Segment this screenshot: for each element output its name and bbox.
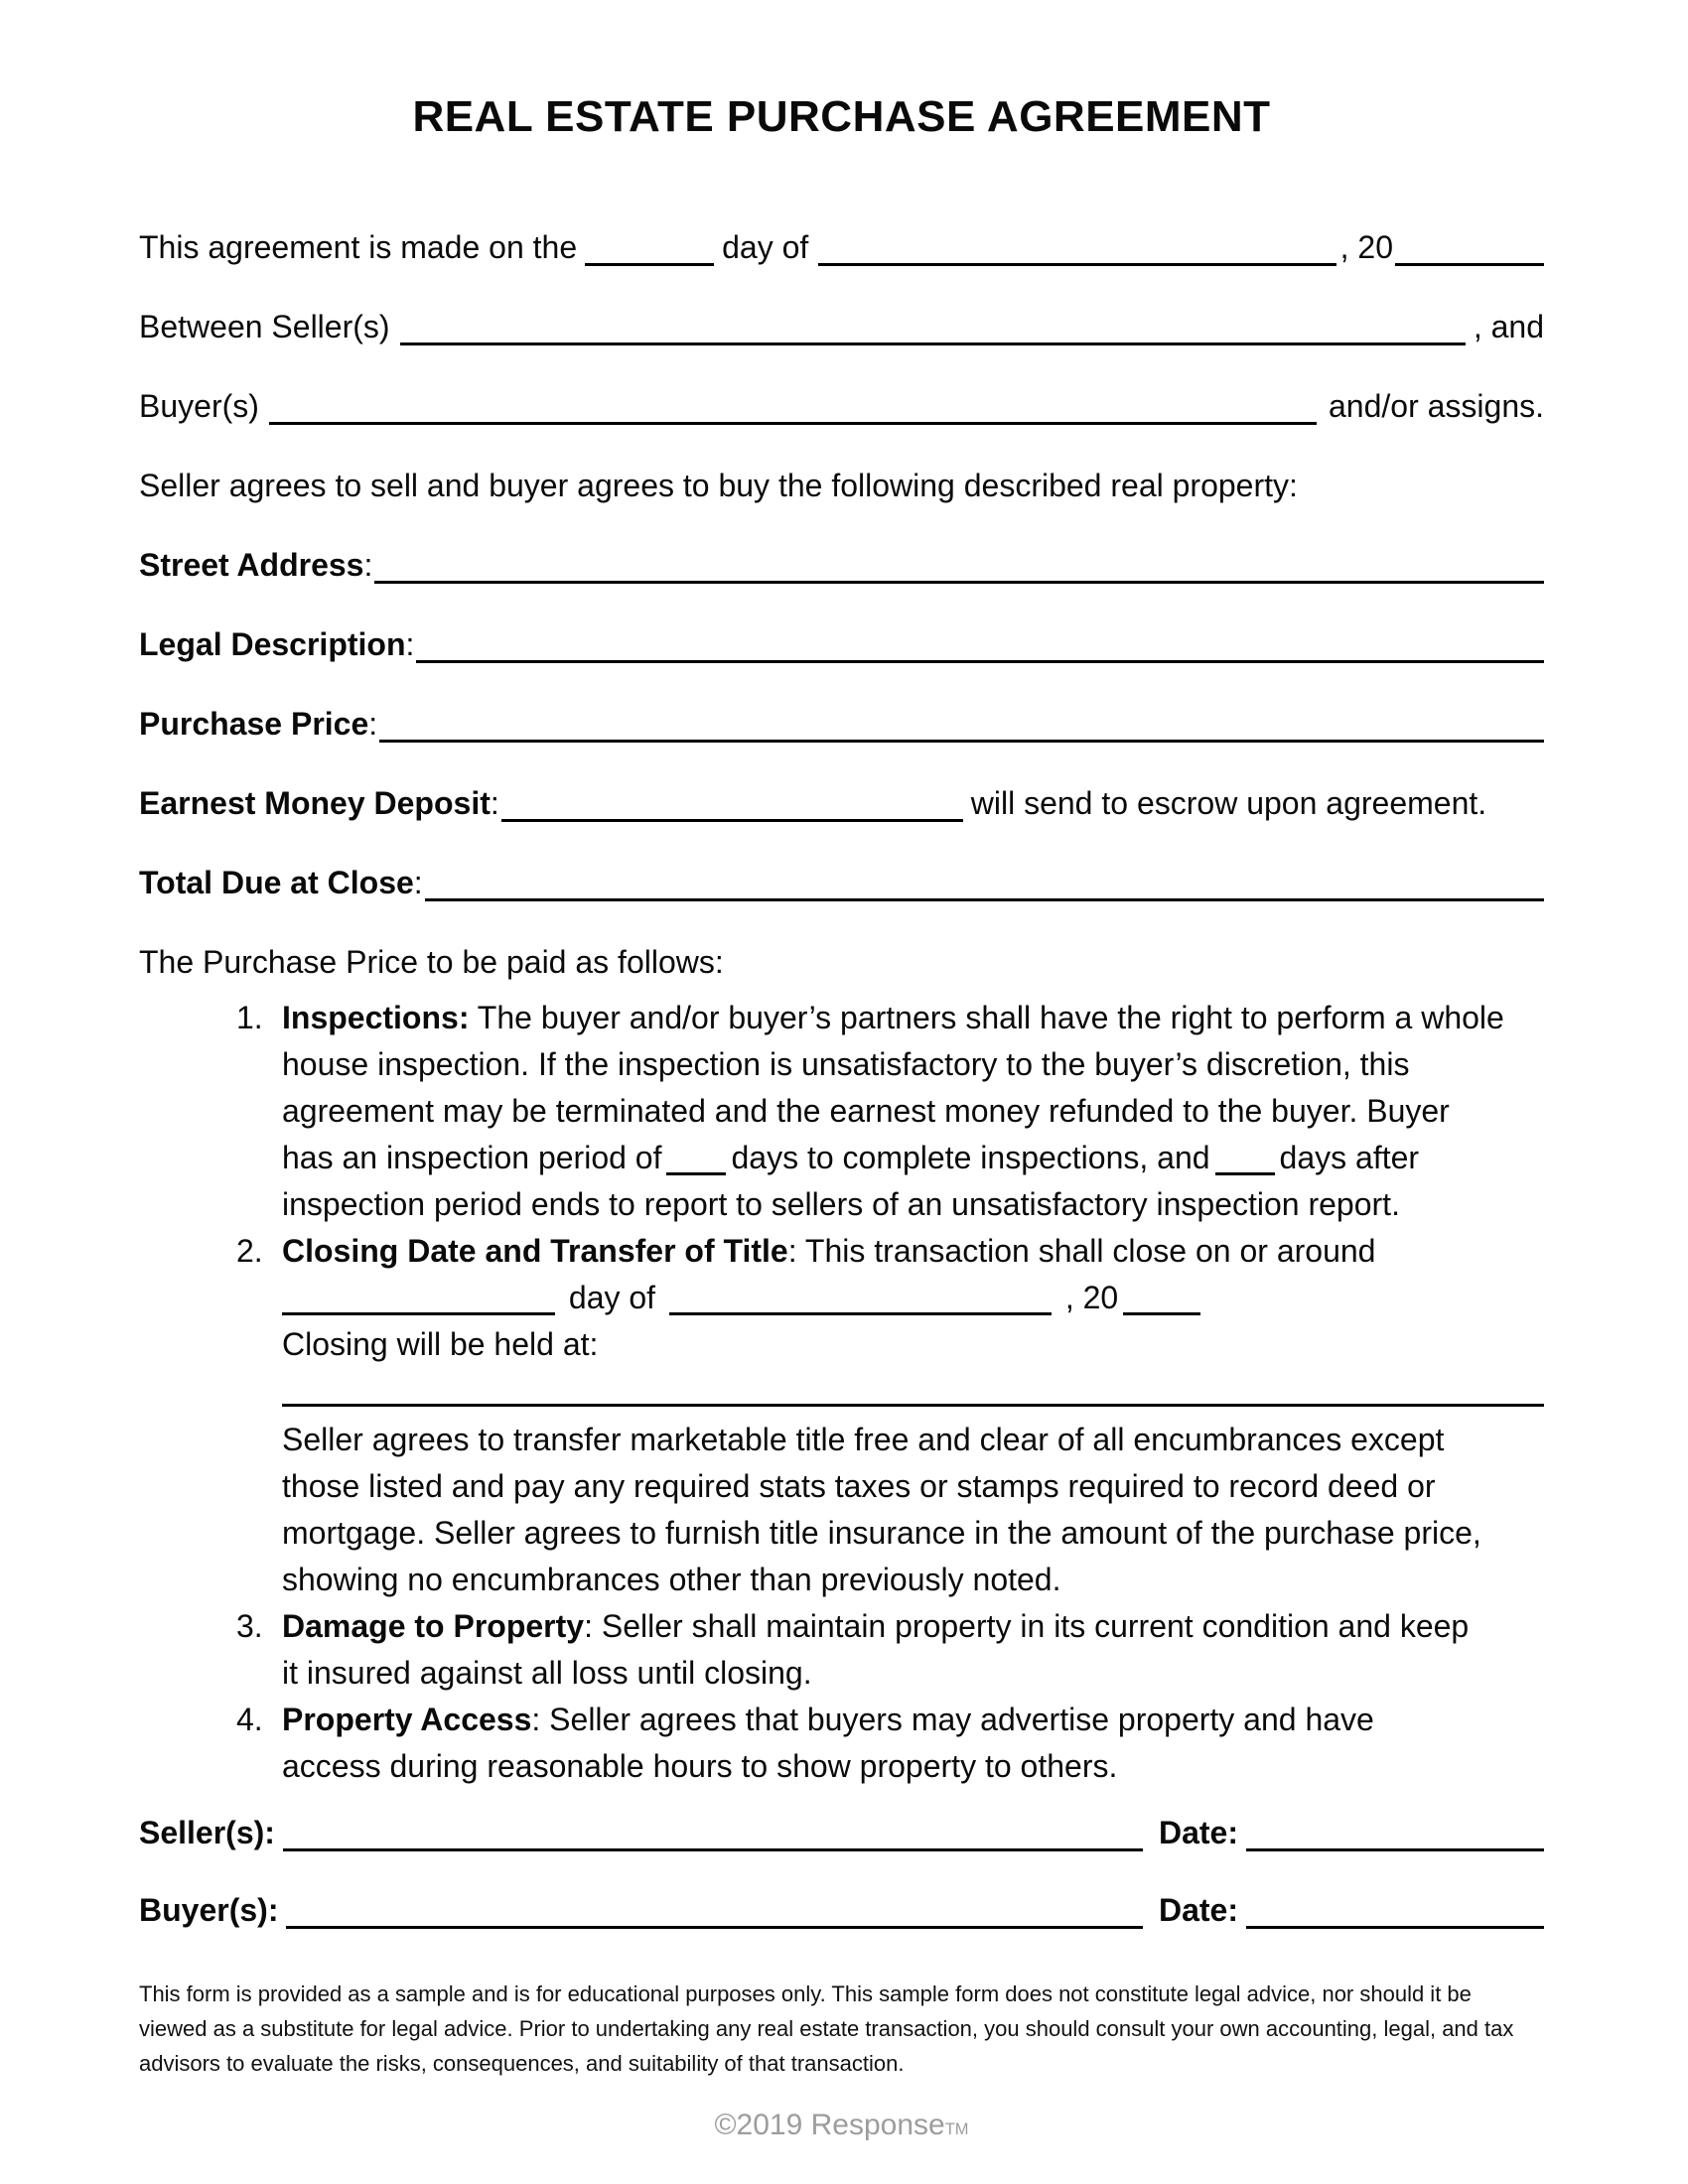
list-item-body xyxy=(282,1697,1544,1790)
day-of-text: day of xyxy=(722,229,809,265)
street-address-row xyxy=(139,544,1544,584)
access-heading: Property Access xyxy=(282,1702,532,1737)
list-item-number: 1. xyxy=(236,1000,263,1035)
between-sellers-text: Between Seller(s) xyxy=(139,309,390,344)
street-address-label: Street Address xyxy=(139,547,364,583)
disclaimer-line-1: This form is provided as a sample and is for educational purposes only. This sample form does not constitute legal advice, nor should it be xyxy=(139,1981,1472,2006)
access-line-1 xyxy=(282,1697,1544,1743)
closing-line-1 xyxy=(282,1228,1544,1275)
buyer-date-label: Date: xyxy=(1158,1892,1238,1928)
legal-description-blank xyxy=(416,657,1544,663)
damage-text: : Seller shall maintain property in its current condition and keep xyxy=(584,1608,1470,1644)
list-item-access xyxy=(236,1697,1544,1790)
agrees-to-sell-row xyxy=(139,465,1544,504)
inspections-line-5: inspection period ends to report to sellers of an unsatisfactory inspection report. xyxy=(282,1186,1400,1222)
buyers-text: Buyer(s) xyxy=(139,388,259,424)
agrees-to-sell-text: Seller agrees to sell and buyer agrees to buy the following described real property: xyxy=(139,468,1298,503)
seller-date-label: Date: xyxy=(1158,1815,1238,1850)
closing-comma-20-text: , 20 xyxy=(1064,1280,1119,1315)
day-number-blank xyxy=(585,260,714,266)
inspections-days-line xyxy=(282,1135,1544,1181)
colon-text: : xyxy=(363,547,373,583)
closing-date-line xyxy=(282,1275,1544,1321)
inspections-heading: Inspections: xyxy=(282,1000,470,1035)
escrow-text: will send to escrow upon agreement. xyxy=(970,785,1487,821)
copyright-text: ©2019 Response xyxy=(714,2109,945,2141)
comma-and-text: , and xyxy=(1473,309,1544,344)
inspections-line-2: house inspection. If the inspection is unsatisfactory to the buyer’s discretion, this xyxy=(282,1046,1410,1082)
copyright-footer xyxy=(139,2109,1544,2142)
list-item-number: 4. xyxy=(236,1702,263,1737)
paid-as-follows-row xyxy=(139,941,1544,981)
colon-text: : xyxy=(368,706,378,742)
colon-text: : xyxy=(405,626,415,662)
legal-description-row xyxy=(139,623,1544,663)
title-transfer-line-4: showing no encumbrances other than previously noted. xyxy=(282,1562,1061,1597)
title-transfer-line-3: mortgage. Seller agrees to furnish title insurance in the amount of the purchase price, xyxy=(282,1515,1481,1551)
terms-list xyxy=(236,995,1544,1790)
inspections-line-3: agreement may be terminated and the earnest money refunded to the buyer. Buyer xyxy=(282,1093,1450,1129)
total-due-blank xyxy=(425,895,1544,901)
total-due-row xyxy=(139,862,1544,901)
closing-day-of-text: day of xyxy=(568,1280,656,1315)
list-item-body xyxy=(282,1603,1544,1697)
access-text: : Seller agrees that buyers may advertise property and have xyxy=(531,1702,1374,1737)
list-item-number: 2. xyxy=(236,1233,263,1269)
damage-line-2: it insured against all loss until closing. xyxy=(282,1655,812,1691)
seller-name-blank xyxy=(400,340,1466,345)
made-on-text: This agreement is made on the xyxy=(139,229,578,265)
inspection-days-blank xyxy=(666,1172,726,1175)
seller-signature-label: Seller(s): xyxy=(139,1815,275,1850)
seller-date-blank xyxy=(1246,1845,1544,1851)
list-item-body xyxy=(282,1228,1544,1603)
disclaimer-line-2: viewed as a substitute for legal advice. Prior to undertaking any real estate transaction, you should consult your own accounting, legal, and tax xyxy=(139,2016,1514,2041)
inspections-line-1 xyxy=(282,995,1544,1041)
buyer-name-row xyxy=(139,385,1544,425)
document-title: REAL ESTATE PURCHASE AGREEMENT xyxy=(412,92,1271,141)
buyer-signature-blank xyxy=(286,1923,1143,1929)
closing-held-at-line: Closing will be held at: xyxy=(282,1326,599,1362)
damage-heading: Damage to Property xyxy=(282,1608,585,1644)
access-line-2: access during reasonable hours to show property to others. xyxy=(282,1748,1118,1784)
earnest-money-label: Earnest Money Deposit xyxy=(139,785,491,821)
inspections-text: The buyer and/or buyer’s partners shall have the right to perform a whole xyxy=(477,1000,1504,1035)
earnest-money-blank xyxy=(501,816,963,822)
list-item-body xyxy=(282,995,1544,1228)
buyer-date-blank xyxy=(1246,1923,1544,1929)
purchase-price-row xyxy=(139,703,1544,743)
year-blank xyxy=(1395,260,1544,266)
total-due-label: Total Due at Close xyxy=(139,865,414,900)
agreement-date-row xyxy=(139,226,1544,266)
closing-day-blank xyxy=(282,1312,555,1315)
buyer-name-blank xyxy=(269,419,1317,425)
earnest-money-row xyxy=(139,782,1544,822)
legal-description-label: Legal Description xyxy=(139,626,406,662)
list-item-number: 3. xyxy=(236,1608,263,1644)
title-transfer-line-1: Seller agrees to transfer marketable title free and clear of all encumbrances except xyxy=(282,1422,1445,1457)
buyer-signature-row xyxy=(139,1883,1544,1929)
closing-month-blank xyxy=(669,1312,1052,1315)
seller-name-row xyxy=(139,306,1544,345)
assigns-text: and/or assigns. xyxy=(1328,388,1544,424)
comma-20-text: , 20 xyxy=(1339,229,1393,265)
list-item-damage xyxy=(236,1603,1544,1697)
closing-location-blank xyxy=(282,1376,1544,1407)
month-blank xyxy=(818,260,1336,266)
days-after-text: days after xyxy=(1279,1140,1420,1175)
inspection-period-text: has an inspection period of xyxy=(282,1140,662,1175)
purchase-price-label: Purchase Price xyxy=(139,706,369,742)
buyer-signature-label: Buyer(s): xyxy=(139,1892,279,1928)
closing-heading: Closing Date and Transfer of Title xyxy=(282,1233,788,1269)
colon-text: : xyxy=(490,785,499,821)
list-item-inspections xyxy=(236,995,1544,1228)
paid-as-follows-text: The Purchase Price to be paid as follows: xyxy=(139,944,724,980)
colon-text: : xyxy=(413,865,423,900)
complete-inspections-text: days to complete inspections, and xyxy=(731,1140,1210,1175)
purchase-price-blank xyxy=(379,737,1544,743)
report-days-blank xyxy=(1215,1172,1275,1175)
closing-text: : This transaction shall close on or around xyxy=(787,1233,1376,1269)
legal-disclaimer xyxy=(139,1977,1544,2081)
list-item-closing xyxy=(236,1228,1544,1603)
street-address-blank xyxy=(374,578,1544,584)
seller-signature-blank xyxy=(283,1845,1143,1851)
trademark-text: TM xyxy=(944,2120,969,2138)
damage-line-1 xyxy=(282,1603,1544,1650)
closing-year-blank xyxy=(1123,1312,1200,1315)
disclaimer-line-3: advisors to evaluate the risks, consequences, and suitability of that transaction. xyxy=(139,2051,905,2076)
seller-signature-row xyxy=(139,1806,1544,1851)
title-transfer-line-2: those listed and pay any required stats taxes or stamps required to record deed or xyxy=(282,1468,1436,1504)
